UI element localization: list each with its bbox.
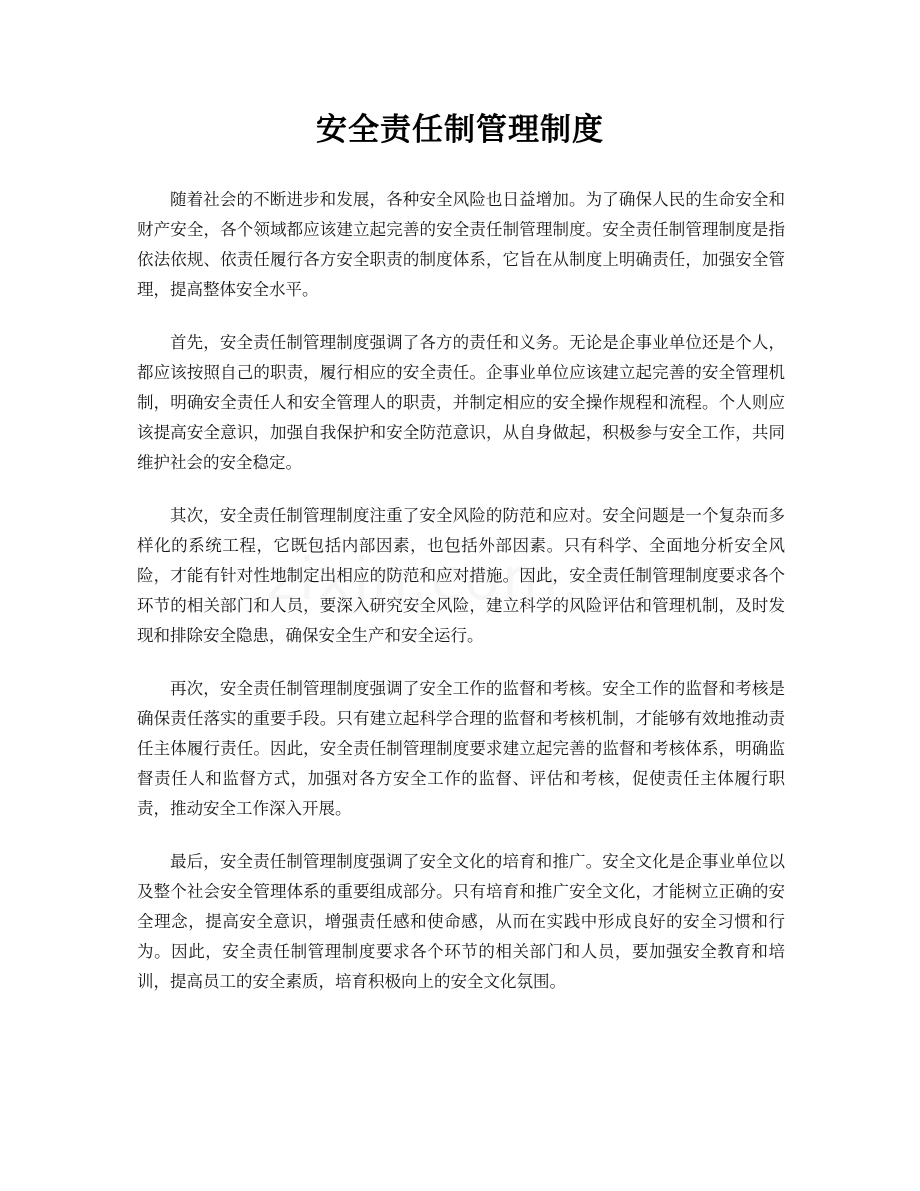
paragraph-intro: 随着社会的不断进步和发展，各种安全风险也日益增加。为了确保人民的生命安全和财产安全，各个领域都应该建立起完善的安全责任制管理制度。安全责任制管理制度是指依法依规、依责任履行各方安全职责的制度体系，它旨在从制度上明确责任，加强安全管理，提高整体安全水平。 bbox=[137, 190, 785, 299]
paragraph-second: 其次，安全责任制管理制度注重了安全风险的防范和应对。安全问题是一个复杂而多样化的系统工程，它既包括内部因素，也包括外部因素。只有科学、全面地分析安全风险，才能有针对性地制定出相应的防范和应对措施。因此，安全责任制管理制度要求各个环节的相关部门和人员，要深入研究安全风险，建立科学的风险评估和管理机制，及时发现和排除安全隐患，确保安全生产和安全运行。 bbox=[137, 506, 785, 645]
paragraph-last: 最后，安全责任制管理制度强调了安全文化的培育和推广。安全文化是企事业单位以及整个社会安全管理体系的重要组成部分。只有培育和推广安全文化，才能树立正确的安全理念，提高安全意识，增强责任感和使命感，从而在实践中形成良好的安全习惯和行为。因此，安全责任制管理制度要求各个环节的相关部门和人员，要加强安全教育和培训，提高员工的安全素质，培育积极向上的安全文化氛围。 bbox=[137, 852, 785, 991]
paragraph-first: 首先，安全责任制管理制度强调了各方的责任和义务。无论是企事业单位还是个人，都应该按照自己的职责，履行相应的安全责任。企事业单位应该建立起完善的安全管理机制，明确安全责任人和安全管理人的职责，并制定相应的安全操作规程和流程。个人则应该提高安全意识，加强自我保护和安全防范意识，从自身做起，积极参与安全工作，共同维护社会的安全稳定。 bbox=[137, 333, 785, 472]
document-title: 安全责任制管理制度 bbox=[316, 112, 604, 148]
paragraph-third: 再次，安全责任制管理制度强调了安全工作的监督和考核。安全工作的监督和考核是确保责任落实的重要手段。只有建立起科学合理的监督和考核机制，才能够有效地推动责任主体履行责任。因此，安全责任制管理制度要求建立起完善的监督和考核体系，明确监督责任人和监督方式，加强对各方安全工作的监督、评估和考核，促使责任主体履行职责，推动安全工作深入开展。 bbox=[137, 679, 785, 818]
document-body bbox=[137, 185, 785, 1020]
